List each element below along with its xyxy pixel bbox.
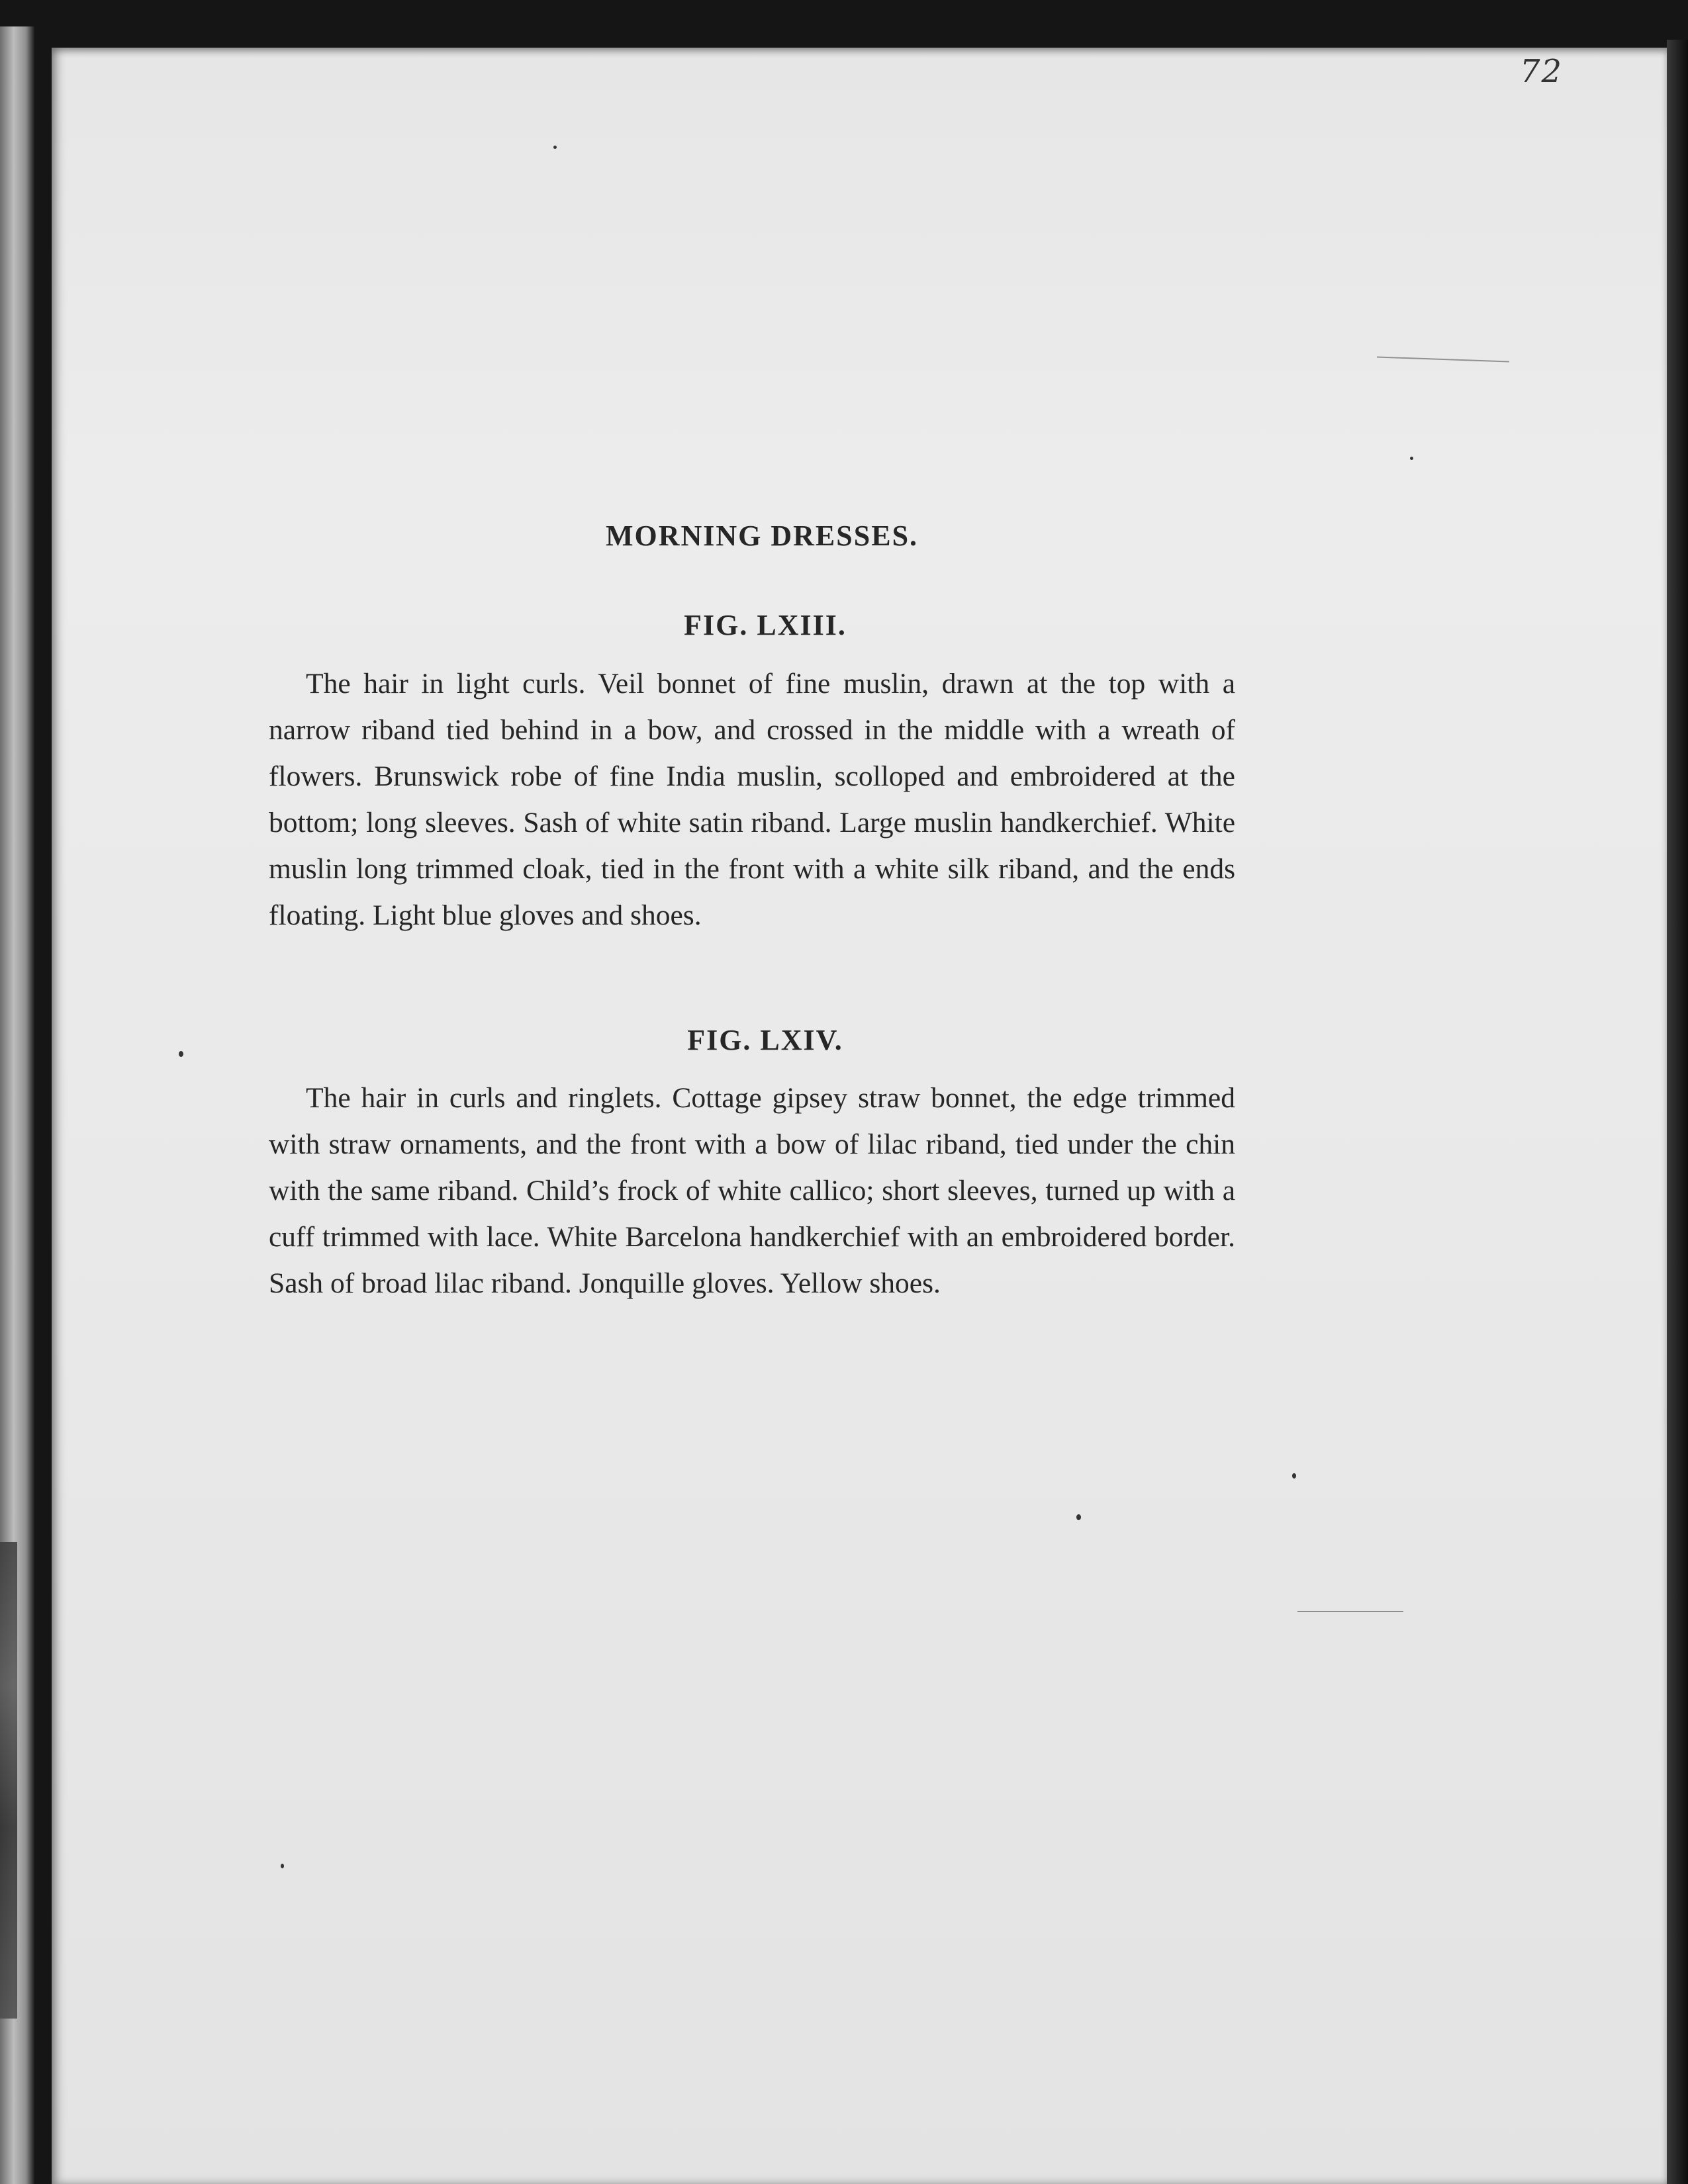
dust-speck <box>281 1864 284 1868</box>
page-scratch-mark <box>1297 1611 1403 1612</box>
dust-speck <box>1292 1473 1296 1479</box>
dust-speck <box>179 1051 183 1057</box>
figure-description: The hair in curls and ringlets. Cottage gipsey straw bonnet, the edge trimmed with straw ornaments, and the front with a bow of lilac riband, tied under the chin with the same riband. Child’s frock of white callico; short sleeves, turned up with a cuff trimmed with lace. White Barcelona handkerchief with an embroidered border. Sash of broad lilac riband. Jonquille gloves. Yellow shoes. <box>269 1082 1235 1300</box>
dust-speck <box>1410 457 1413 460</box>
figure-description: The hair in light curls. Veil bonnet of fine muslin, drawn at the top with a narrow riband tied behind in a bow, and crossed in the middle with a wreath of flowers. Brunswick robe of fine India muslin, scolloped and embroidered at the bottom; long sleeves. Sash of white satin riband. Large muslin handkerchief. White muslin long trimmed cloak, tied in the front with a white silk riband, and the ends floating. Light blue gloves and shoes. <box>269 667 1235 931</box>
page-title: MORNING DRESSES. <box>605 520 919 552</box>
figure-heading: FIG. LXIV. <box>687 1023 843 1056</box>
adjacent-page-stain <box>0 1542 17 2019</box>
page-right-margin-shadow <box>1667 40 1688 2184</box>
dust-speck <box>553 146 557 149</box>
page-text-block <box>269 503 1235 1306</box>
figure-heading: FIG. LXIII. <box>684 608 847 641</box>
dust-speck <box>1076 1514 1081 1520</box>
handwritten-folio-number: 72 <box>1520 53 1564 90</box>
